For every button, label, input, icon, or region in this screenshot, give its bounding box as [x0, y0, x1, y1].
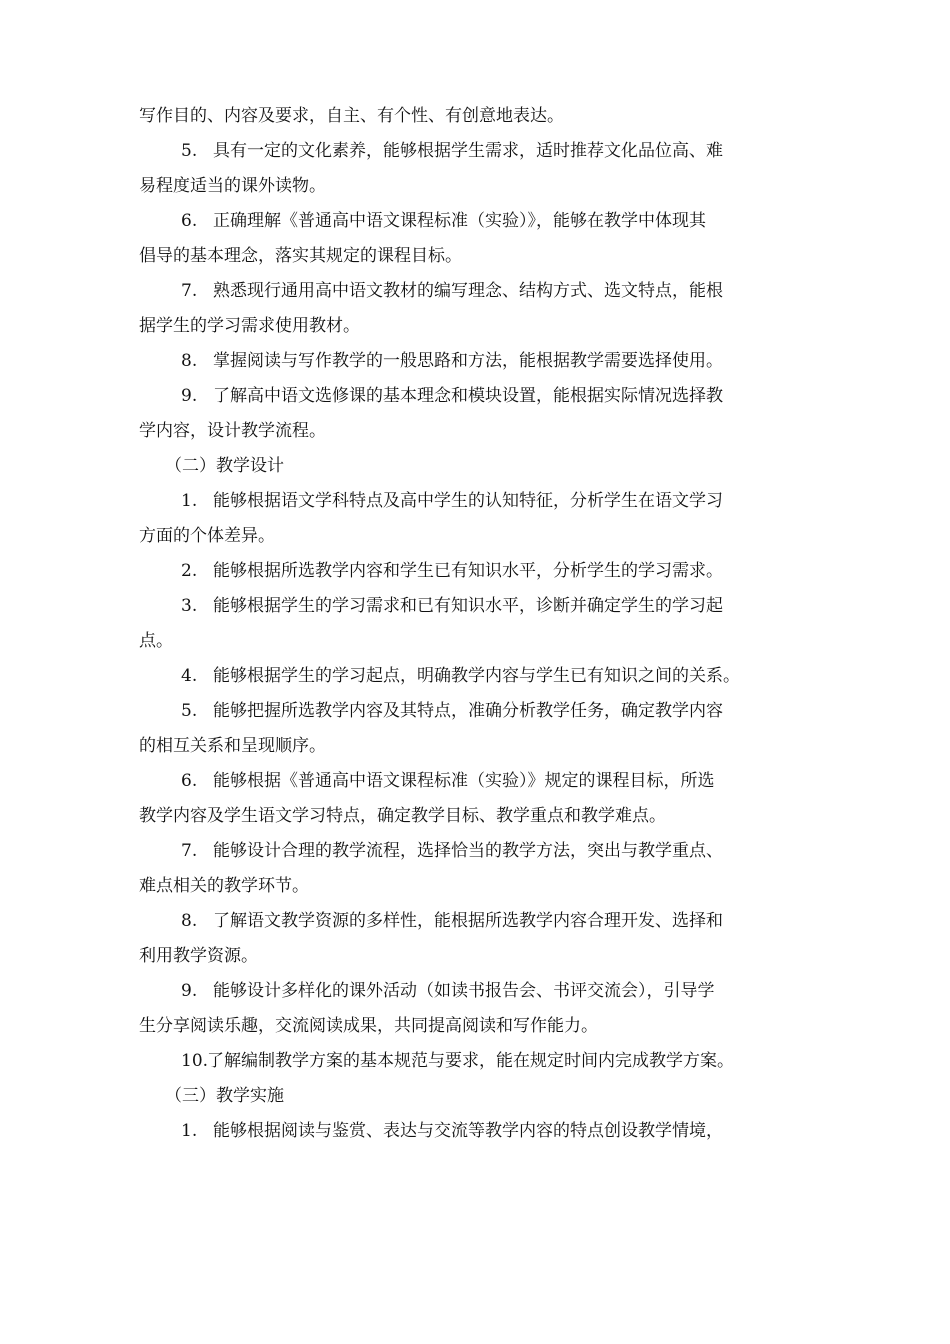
item-text: 了解语文教学资源的多样性，能根据所选教学内容合理开发、选择和 — [213, 911, 723, 931]
item-text: 生分享阅读乐趣，交流阅读成果，共同提高阅读和写作能力。 — [139, 1016, 598, 1036]
design-item-9-continued — [139, 1009, 799, 1044]
list-item-6 — [139, 204, 799, 239]
list-item-9-continued — [139, 414, 799, 449]
item-text: 具有一定的文化素养，能够根据学生需求，适时推荐文化品位高、难 — [213, 141, 723, 161]
item-text: 难点相关的教学环节。 — [139, 876, 309, 896]
heading-text: （二）教学设计 — [165, 456, 284, 476]
item-text: 熟悉现行通用高中语文教材的编写理念、结构方式、选文特点，能根 — [213, 281, 723, 301]
item-text: 利用教学资源。 — [139, 946, 258, 966]
design-item-4 — [139, 659, 799, 694]
item-number: 7. — [181, 841, 198, 861]
item-number: 1. — [181, 1121, 198, 1141]
design-item-10 — [139, 1044, 799, 1079]
item-text: 能够根据学生的学习需求和已有知识水平，诊断并确定学生的学习起 — [213, 596, 723, 616]
item-number: 2. — [181, 561, 198, 581]
design-item-7-continued — [139, 869, 799, 904]
item-number: 7. — [181, 281, 198, 301]
item-number: 1. — [181, 491, 198, 511]
section-heading-teaching-implementation — [139, 1079, 799, 1114]
item-number: 3. — [181, 596, 198, 616]
item-text: 能够把握所选教学内容及其特点，准确分析教学任务，确定教学内容 — [213, 701, 723, 721]
design-item-1-continued — [139, 519, 799, 554]
item-number: 9. — [181, 386, 198, 406]
design-item-3 — [139, 589, 799, 624]
item-text: 能够根据阅读与鉴赏、表达与交流等教学内容的特点创设教学情境， — [213, 1121, 723, 1141]
design-item-5 — [139, 694, 799, 729]
item-number: 9. — [181, 981, 198, 1001]
item-number: 5. — [181, 701, 198, 721]
list-item-5-continued — [139, 169, 799, 204]
item-text: 易程度适当的课外读物。 — [139, 176, 326, 196]
section-heading-teaching-design — [139, 449, 799, 484]
item-text: 正确理解《普通高中语文课程标准（实验）》，能够在教学中体现其 — [213, 211, 706, 231]
item-text: 的相互关系和呈现顺序。 — [139, 736, 326, 756]
list-item-8 — [139, 344, 799, 379]
item-number: 8. — [181, 911, 198, 931]
list-item-9 — [139, 379, 799, 414]
item-number: 6. — [181, 771, 198, 791]
document-page — [139, 99, 799, 1149]
item-text: 了解高中语文选修课的基本理念和模块设置，能根据实际情况选择教 — [213, 386, 723, 406]
paragraph-continuation — [139, 99, 799, 134]
item-text: 方面的个体差异。 — [139, 526, 275, 546]
item-text: 据学生的学习需求使用教材。 — [139, 316, 360, 336]
paragraph-text: 写作目的、内容及要求，自主、有个性、有创意地表达。 — [139, 106, 564, 126]
item-text: 能够根据《普通高中语文课程标准（实验）》规定的课程目标，所选 — [213, 771, 715, 791]
item-number: 10. — [181, 1051, 209, 1071]
item-text: 能够设计合理的教学流程，选择恰当的教学方法，突出与教学重点、 — [213, 841, 723, 861]
design-item-1 — [139, 484, 799, 519]
item-text: 能够根据所选教学内容和学生已有知识水平，分析学生的学习需求。 — [213, 561, 723, 581]
design-item-8-continued — [139, 939, 799, 974]
item-text: 掌握阅读与写作教学的一般思路和方法，能根据教学需要选择使用。 — [213, 351, 723, 371]
implementation-item-1 — [139, 1114, 799, 1149]
item-text: 了解编制教学方案的基本规范与要求，能在规定时间内完成教学方案。 — [207, 1051, 734, 1071]
item-number: 5. — [181, 141, 198, 161]
item-number: 4. — [181, 666, 198, 686]
item-text: 能够设计多样化的课外活动（如读书报告会、书评交流会），引导学 — [213, 981, 715, 1001]
item-text: 能够根据学生的学习起点，明确教学内容与学生已有知识之间的关系。 — [213, 666, 740, 686]
design-item-7 — [139, 834, 799, 869]
item-text: 能够根据语文学科特点及高中学生的认知特征，分析学生在语文学习 — [213, 491, 723, 511]
item-text: 学内容，设计教学流程。 — [139, 421, 326, 441]
item-text: 教学内容及学生语文学习特点，确定教学目标、教学重点和教学难点。 — [139, 806, 666, 826]
design-item-6-continued — [139, 799, 799, 834]
item-number: 8. — [181, 351, 198, 371]
item-text: 倡导的基本理念，落实其规定的课程目标。 — [139, 246, 462, 266]
list-item-6-continued — [139, 239, 799, 274]
design-item-6 — [139, 764, 799, 799]
design-item-2 — [139, 554, 799, 589]
heading-text: （三）教学实施 — [165, 1086, 284, 1106]
item-text: 点。 — [139, 631, 173, 651]
list-item-7 — [139, 274, 799, 309]
list-item-7-continued — [139, 309, 799, 344]
list-item-5 — [139, 134, 799, 169]
design-item-5-continued — [139, 729, 799, 764]
design-item-3-continued — [139, 624, 799, 659]
design-item-9 — [139, 974, 799, 1009]
design-item-8 — [139, 904, 799, 939]
item-number: 6. — [181, 211, 198, 231]
